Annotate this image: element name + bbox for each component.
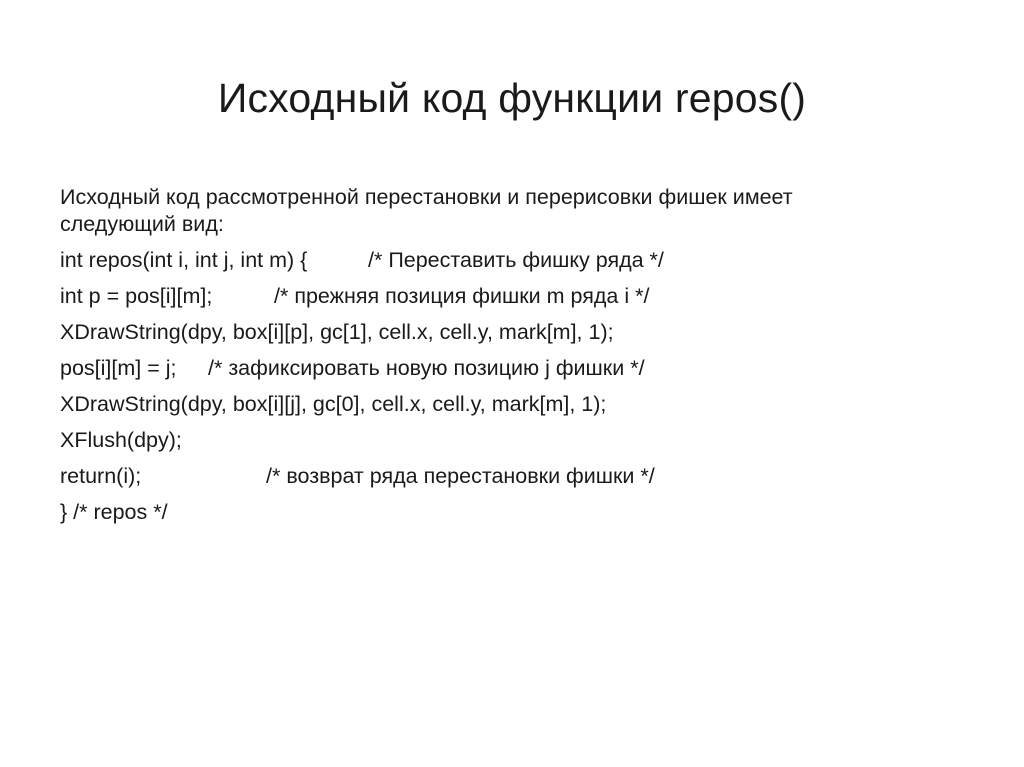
code-line xyxy=(60,391,960,427)
code-statement: XDrawString(dpy, box[i][j], gc[0], cell.x, cell.y, mark[m], 1); xyxy=(60,392,607,416)
code-line xyxy=(60,427,960,463)
code-comment: /* прежняя позиция фишки m ряда i */ xyxy=(274,284,650,308)
code-statement: XFlush(dpy); xyxy=(60,428,182,452)
intro-paragraph xyxy=(60,184,960,238)
intro-line-2: следующий вид: xyxy=(60,212,224,236)
code-line xyxy=(60,283,960,319)
slide-title: Исходный код функции repos() xyxy=(217,75,807,121)
code-statement: int repos(int i, int j, int m) { xyxy=(60,248,308,272)
code-comment: /* зафиксировать новую позицию j фишки */ xyxy=(208,356,645,380)
slide-body xyxy=(60,184,960,535)
code-statement: pos[i][m] = j; xyxy=(60,356,177,380)
code-line xyxy=(60,463,960,499)
code-statement: int p = pos[i][m]; xyxy=(60,284,213,308)
code-line xyxy=(60,247,960,283)
code-comment: /* возврат ряда перестановки фишки */ xyxy=(266,464,655,488)
code-statement: XDrawString(dpy, box[i][p], gc[1], cell.x, cell.y, mark[m], 1); xyxy=(60,320,614,344)
code-statement: return(i); xyxy=(60,464,142,488)
code-line xyxy=(60,355,960,391)
code-statement: } /* repos */ xyxy=(60,500,168,524)
code-line xyxy=(60,319,960,355)
code-line xyxy=(60,499,960,535)
code-listing xyxy=(60,247,960,535)
intro-line-1: Исходный код рассмотренной перестановки и перерисовки фишек имеет xyxy=(60,185,793,209)
code-comment: /* Переставить фишку ряда */ xyxy=(368,248,664,272)
